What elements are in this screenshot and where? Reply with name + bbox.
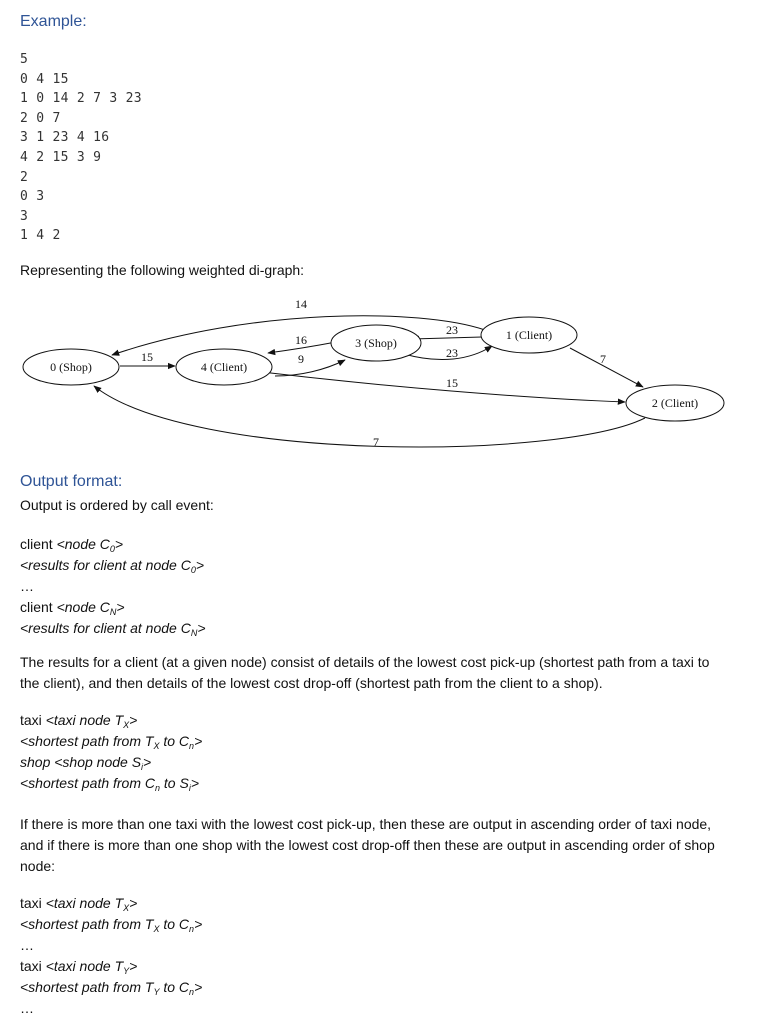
representing-text: Representing the following weighted di-graph: (20, 262, 305, 278)
shop-path-line: <shortest path from $C_n$ to $S_i>$ (20, 775, 200, 793)
taxi-line-x: taxi <taxi node $T_X>$ (20, 895, 138, 913)
node-3-label: 3 (Shop) (355, 336, 397, 350)
taxi-line-y: taxi <taxi node $T_Y>$ (20, 958, 138, 976)
code-line: 0 4 15 (20, 71, 69, 87)
edge-label-3-4: 9 (298, 352, 304, 366)
edge-4-to-3 (275, 360, 345, 376)
taxi-path-line-y: <shortest path from $T_Y$ to $C_n>$ (20, 979, 203, 997)
edge-1-to-2 (570, 348, 643, 387)
code-line: 0 3 (20, 189, 45, 205)
taxi-path-line-x: <shortest path from $T_X$ to $C_n>$ (20, 916, 203, 934)
weighted-digraph (0, 290, 760, 460)
code-line: 2 (20, 169, 29, 185)
output-intro: Output is ordered by call event: (20, 497, 214, 513)
edge-label-1-2: 7 (600, 352, 606, 366)
code-line: 2 0 7 (20, 110, 61, 126)
code-line: 1 0 14 2 7 3 23 (20, 91, 142, 107)
taxi-line: taxi <taxi node $T_X>$ (20, 712, 138, 730)
edge-label-1-3: 23 (446, 323, 458, 337)
edge-4-to-2 (262, 372, 625, 402)
shop-line: shop <shop node $S_i>$ (20, 754, 152, 772)
code-line: 4 2 15 3 9 (20, 149, 102, 165)
edge-label-3-1: 23 (446, 346, 458, 360)
example-input-code (20, 50, 142, 246)
results-paragraph: The results for a client (at a given node) consist of details of the lowest cost pick-up (shortest path from a taxi to the client), and then details of the lowest cost drop-off (shortest path from the client to a shop). (20, 654, 710, 691)
ellipsis: … (20, 937, 34, 953)
node-4-label: 4 (Client) (200, 360, 248, 374)
edge-label-1-0: 14 (295, 297, 307, 311)
multi-paragraph: If there is more than one taxi with the lowest cost pick-up, then these are output in ascending order of taxi node, and if there is more than one shop with the lowest cost drop-off then these are output in ascending order of shop node: (20, 816, 715, 874)
edge-1-to-3 (412, 337, 482, 339)
ellipsis: … (20, 1000, 34, 1016)
ellipsis: … (20, 578, 34, 594)
example-heading: Example: (20, 13, 87, 30)
client-line-c0: client <node $C_0>$ (20, 536, 124, 554)
results-line-cn: <results for client at node $C_N>$ (20, 620, 206, 638)
edge-label-4-3: 16 (295, 333, 307, 347)
code-line: 5 (20, 52, 29, 67)
edge-2-to-0 (94, 386, 645, 447)
code-line: 3 (20, 208, 29, 224)
edge-label-4-2: 15 (446, 376, 458, 390)
node-0-label: 0 (Shop) (50, 360, 92, 374)
code-line: 1 4 2 (20, 228, 61, 244)
taxi-path-line: <shortest path from $T_X$ to $C_n>$ (20, 733, 203, 751)
code-line: 3 1 23 4 16 (20, 130, 110, 146)
client-line-cn: client <node $C_N>$ (20, 599, 125, 617)
results-line-c0: <results for client at node $C_0>$ (20, 557, 205, 575)
node-2-label: 2 (Client) (651, 396, 699, 410)
node-1-label: 1 (Client) (505, 328, 553, 342)
edge-label-0-4: 15 (141, 350, 153, 364)
edge-label-2-0: 7 (373, 435, 379, 449)
output-format-heading: Output format: (20, 473, 123, 490)
